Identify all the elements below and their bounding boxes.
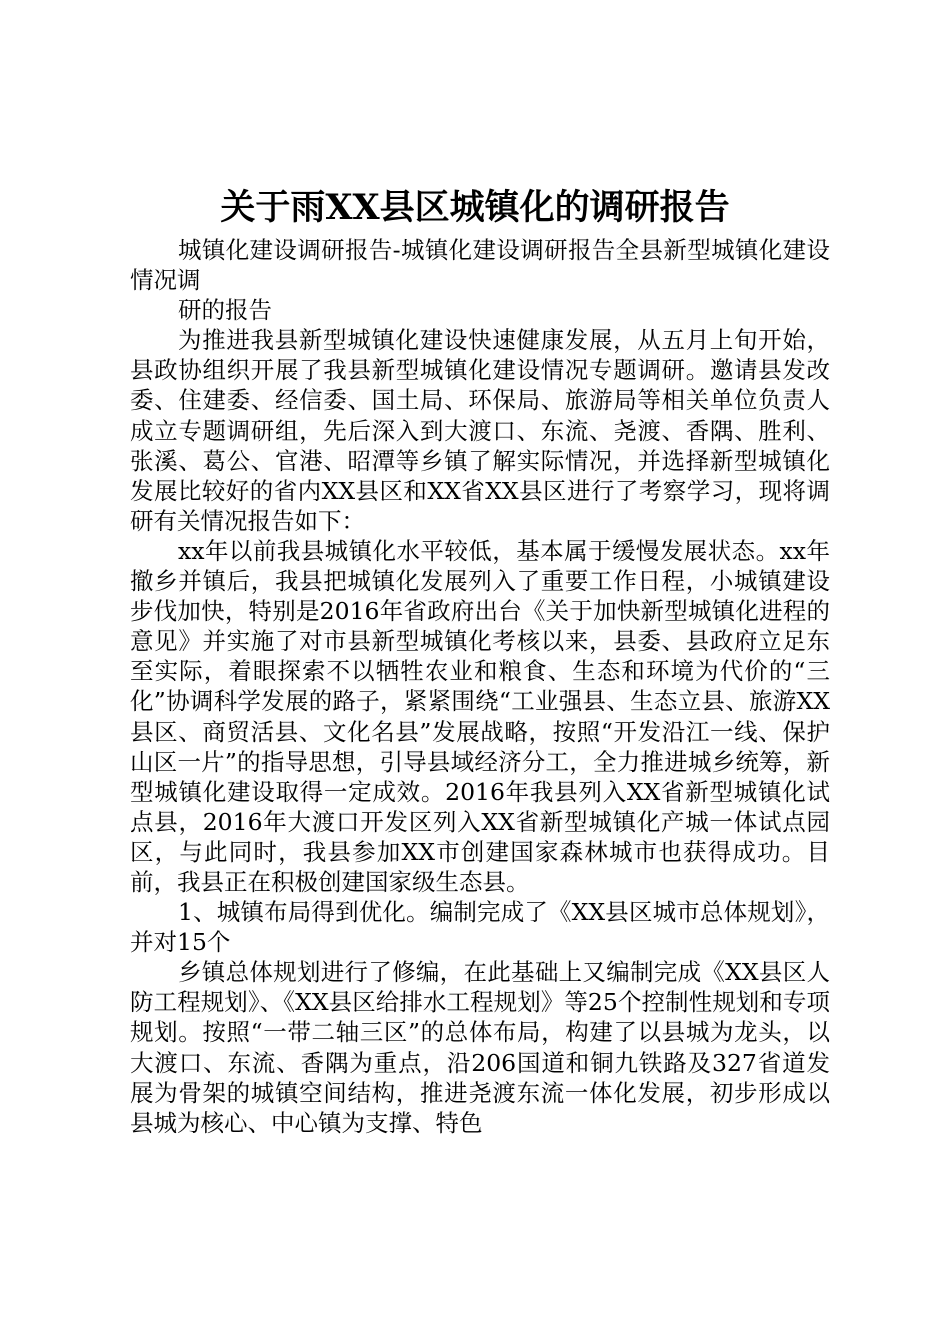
paragraph-5: 1、城镇布局得到优化。编制完成了《XX县区城市总体规划》，并对15个 xyxy=(130,898,830,957)
paragraph-3: 为推进我县新型城镇化建设快速健康发展，从五月上旬开始，县政协组织开展了我县新型城镇化建设情况专题调研。邀请县发改委、住建委、经信委、国土局、环保局、旅游局等相关单位负责人成立专题调研组，先后深入到大渡口、东流、尧渡、香隅、胜利、张溪、葛公、官港、昭潭等乡镇了解实际情况，并选择新型城镇化发展比较好的省内XX县区和XX省XX县区进行了考察学习，现将调研有关情况报告如下： xyxy=(130,326,830,535)
document-body xyxy=(130,235,830,1138)
document-title: 关于雨XX县区城镇化的调研报告 xyxy=(220,187,730,228)
paragraph-4: xx年以前我县城镇化水平较低，基本属于缓慢发展状态。xx年撤乡并镇后，我县把城镇化发展列入了重要工作日程，小城镇建设步伐加快，特别是2016年省政府出台《关于加快新型城镇化进程的意见》并实施了对市县新型城镇化考核以来，县委、县政府立足东至实际，着眼探索不以牺牲农业和粮食、生态和环境为代价的“三化”协调科学发展的路子，紧紧围绕“工业强县、生态立县、旅游XX县区、商贸活县、文化名县”发展战略，按照“开发沿江一线、保护山区一片”的指导思想，引导县域经济分工，全力推进城乡统筹，新型城镇化建设取得一定成效。2016年我县列入XX省新型城镇化试点县，2016年大渡口开发区列入XX省新型城镇化产城一体试点园区，与此同时，我县参加XX市创建国家森林城市也获得成功。目前，我县正在积极创建国家级生态县。 xyxy=(130,536,830,896)
paragraph-1: 城镇化建设调研报告-城镇化建设调研报告全县新型城镇化建设情况调 xyxy=(130,236,830,295)
paragraph-2: 研的报告 xyxy=(178,296,272,325)
paragraph-6: 乡镇总体规划进行了修编，在此基础上又编制完成《XX县区人防工程规划》、《XX县区给排水工程规划》等25个控制性规划和专项规划。按照“一带二轴三区”的总体布局，构建了以县城为龙头，以大渡口、东流、香隅为重点，沿206国道和铜九铁路及327省道发展为骨架的城镇空间结构，推进尧渡东流一体化发展，初步形成以县城为核心、中心镇为支撑、特色 xyxy=(130,958,830,1137)
